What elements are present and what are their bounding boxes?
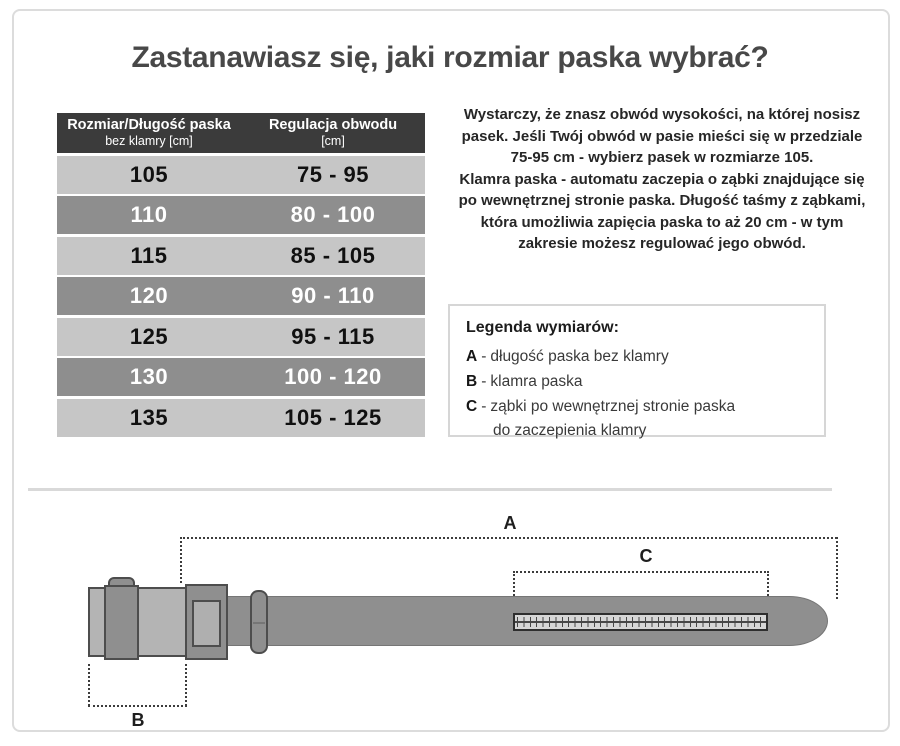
- buckle-body: [137, 587, 187, 657]
- legend-text-b: klamra paska: [490, 373, 583, 390]
- dimension-tick-b-left: [88, 664, 90, 706]
- table-row: [57, 196, 425, 234]
- description-text: [432, 104, 892, 255]
- table-row: [57, 237, 425, 275]
- legend-separator: -: [481, 398, 487, 415]
- belt-teeth-strip: [513, 613, 768, 631]
- size-cell: 115: [130, 242, 168, 268]
- dimension-tick-a-right: [836, 537, 838, 599]
- description-line: pasek. Jeśli Twój obwód w pasie mieści się w przedziale: [461, 127, 863, 145]
- dimension-tick-a-left: [180, 537, 182, 583]
- dimension-label-c: C: [639, 546, 653, 566]
- column-header-size-line1: Rozmiar/Długość paska: [67, 117, 231, 134]
- range-cell: 80 - 100: [290, 202, 376, 227]
- legend-text-c: ząbki po wewnętrznej stronie paska: [490, 398, 736, 415]
- description-line: Klamra paska - automatu zaczepia o ząbki znajdujące się: [459, 170, 865, 188]
- legend-item-a: [466, 344, 808, 369]
- size-cell: 105: [129, 161, 169, 187]
- table-row: [57, 156, 425, 194]
- description-line: Wystarczy, że znasz obwód wysokości, na której nosisz: [463, 106, 861, 123]
- belt-keeper-loop: [250, 590, 268, 654]
- legend-item-c: [466, 394, 808, 419]
- size-table: [57, 113, 425, 437]
- legend-letter-c: C: [466, 398, 478, 415]
- dimension-label-b: B: [131, 710, 145, 730]
- size-cell: 130: [129, 364, 169, 389]
- keeper-seam: [253, 622, 265, 624]
- range-cell: 90 - 110: [291, 283, 375, 308]
- description-line: która umożliwia zapięcia paska to aż 20 cm - w tym: [480, 213, 844, 231]
- dimension-label-a: A: [503, 513, 517, 533]
- legend-box: [448, 304, 826, 437]
- legend-title: Legenda wymiarów:: [466, 319, 619, 336]
- description-line: 75-95 cm - wybierz pasek w rozmiarze 105.: [510, 149, 814, 166]
- legend-text-c-line2: do zaczepienia klamry: [493, 422, 647, 439]
- page-title: Zastanawiasz się, jaki rozmiar paska wybrać?: [131, 41, 769, 74]
- legend-text-a: długość paska bez klamry: [490, 348, 669, 365]
- column-header-size: [57, 117, 241, 148]
- table-row: [57, 318, 425, 356]
- column-header-adjustment: [241, 117, 425, 148]
- range-cell: 75 - 95: [297, 161, 369, 187]
- description-line: po wewnętrznej stronie paska. Długość taśmy z ząbkami,: [458, 192, 866, 209]
- legend-item-b: [466, 369, 808, 394]
- size-cell: 110: [130, 202, 168, 227]
- buckle-window: [192, 600, 221, 647]
- range-cell: 95 - 115: [291, 323, 375, 349]
- range-cell: 105 - 125: [284, 404, 382, 430]
- table-header: [57, 113, 425, 153]
- table-row: [57, 277, 425, 315]
- column-header-adjustment-line2: [cm]: [321, 134, 345, 149]
- legend-separator: -: [481, 348, 487, 365]
- dimension-tick-b-right: [185, 664, 187, 706]
- section-divider: [28, 488, 832, 491]
- legend-letter-a: A: [466, 348, 478, 365]
- legend-separator: -: [481, 373, 487, 390]
- table-row: [57, 399, 425, 437]
- table-row: [57, 358, 425, 396]
- column-header-size-line2: bez klamry [cm]: [105, 134, 193, 149]
- size-cell: 125: [129, 323, 169, 349]
- size-cell: 135: [129, 404, 169, 430]
- dimension-line-a: [180, 537, 837, 539]
- dimension-line-b: [88, 705, 187, 707]
- range-cell: 85 - 105: [290, 242, 376, 268]
- size-cell: 120: [129, 283, 169, 308]
- range-cell: 100 - 120: [284, 364, 382, 389]
- dimension-line-c: [513, 571, 769, 573]
- legend-letter-b: B: [466, 373, 478, 390]
- column-header-adjustment-line1: Regulacja obwodu: [268, 117, 398, 134]
- buckle-slider: [104, 585, 139, 660]
- description-line: zakresie możesz regulować jego obwód.: [518, 235, 806, 252]
- teeth-midline: [515, 621, 766, 623]
